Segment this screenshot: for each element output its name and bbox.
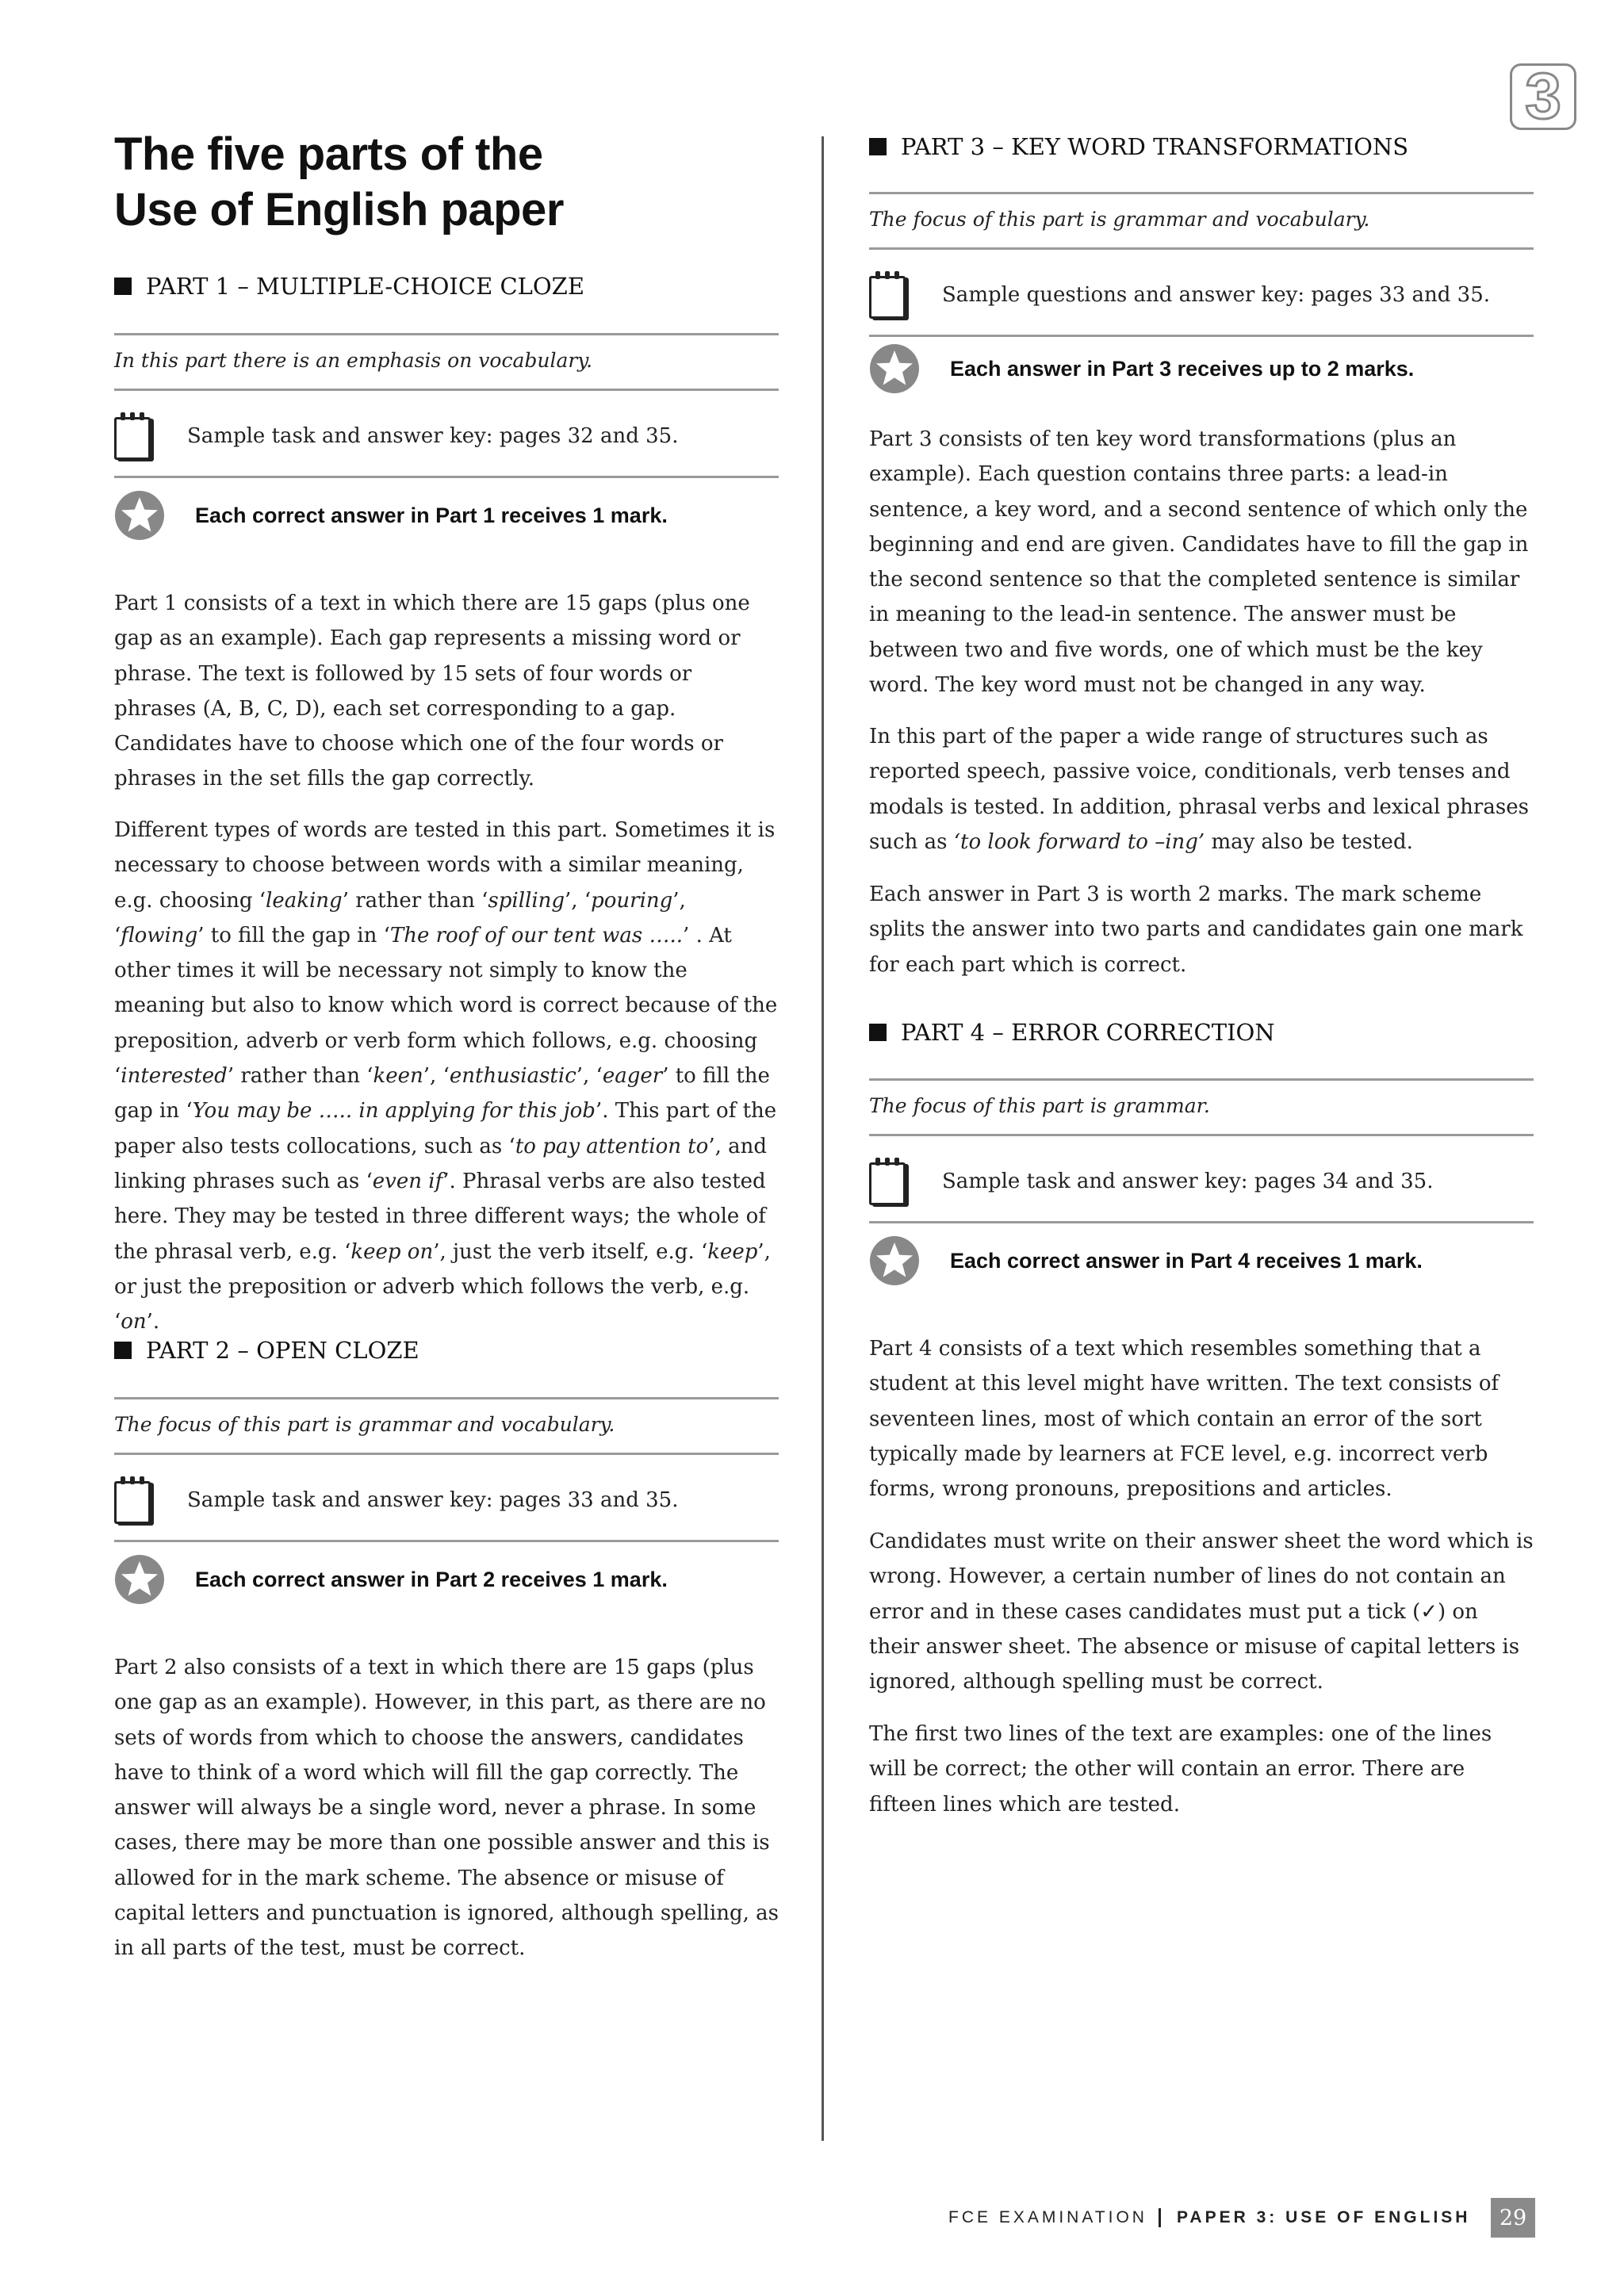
footer-paper-name: PAPER 3: USE OF ENGLISH [1176,2208,1471,2226]
part3-focus: The focus of this part is grammar and vocabulary. [869,208,1370,231]
star-badge-icon [114,1554,165,1605]
part1-sample-row [114,404,678,468]
part4-heading [869,1019,1275,1046]
part2-heading [114,1337,419,1364]
part2-paragraph-1: Part 2 also consists of a text in which there are 15 gaps (plus one gap as an example). However, in this part, as there are no sets of words from which to choose the answers, candidates have to think of a word which will fill the gap correctly. The answer will always be a single word, never a phrase. In some cases, there may be more than one possible answer and this is allowed for in the mark scheme. The absence or misuse of capital letters and punctuation is ignored, although spelling, as in all parts of the test, must be correct. [114,1656,779,1961]
page-footer [948,2198,1470,2238]
part3-sample-row [869,263,1490,327]
notebook-icon [114,1475,155,1526]
bullet-square-icon [114,1342,132,1359]
divider-rule [114,333,779,335]
footer-separator [1159,2208,1161,2227]
chapter-number-badge: 3 [1510,63,1576,130]
part2-sample-row [114,1468,678,1532]
notebook-icon [869,1156,910,1207]
part1-marks-row [114,484,668,547]
notebook-icon [869,270,910,320]
divider-rule [869,247,1534,250]
bullet-square-icon [869,1024,887,1041]
part3-marks-row [869,337,1414,400]
part1-heading-text: PART 1 – MULTIPLE-CHOICE CLOZE [146,273,584,300]
part4-paragraph-2: Candidates must write on their answer sheet the word which is wrong. However, a certain number of lines do not contain an error and in these cases candidates must put a tick (✓) on their answer sheet. The absence or misuse of capital letters is ignored, although spelling must be correct. [869,1530,1534,1694]
column-divider [822,136,824,2141]
star-badge-icon [114,490,165,541]
star-badge-icon [869,343,920,394]
part3-sample-text: Sample questions and answer key: pages 33 and 35. [942,283,1491,307]
part4-focus: The focus of this part is grammar. [869,1094,1210,1117]
divider-rule [869,1134,1534,1136]
part3-heading-text: PART 3 – KEY WORD TRANSFORMATIONS [901,133,1409,160]
part2-marks-text: Each correct answer in Part 2 receives 1 mark. [195,1567,668,1591]
part4-heading-text: PART 4 – ERROR CORRECTION [901,1019,1275,1046]
part4-marks-text: Each correct answer in Part 4 receives 1 mark. [950,1248,1423,1273]
divider-rule [869,1221,1534,1223]
part1-focus: In this part there is an emphasis on vocabulary. [114,349,593,372]
part1-sample-text: Sample task and answer key: pages 32 and 35. [187,424,679,448]
part4-marks-row [869,1229,1423,1292]
part3-marks-text: Each answer in Part 3 receives up to 2 marks. [950,356,1415,381]
part1-heading [114,273,584,300]
part2-focus: The focus of this part is grammar and vocabulary. [114,1413,615,1436]
divider-rule [114,1397,779,1399]
divider-rule [114,389,779,391]
page-number: 29 [1491,2198,1535,2238]
part2-heading-text: PART 2 – OPEN CLOZE [146,1337,419,1364]
bullet-square-icon [869,138,887,155]
part4-sample-text: Sample task and answer key: pages 34 and 35. [942,1170,1434,1193]
page-title-line-2: Use of English paper [114,184,564,235]
part4-paragraph-1: Part 4 consists of a text which resembles something that a student at this level might have written. The text consists of seventeen lines, most of which contain an error of the sort typically made by learners at FCE level, e.g. incorrect verb forms, wrong pronouns, prepositions and articles. [869,1337,1500,1502]
footer-exam-name: FCE EXAMINATION [948,2208,1147,2226]
divider-rule [114,476,779,478]
part3-heading [869,133,1408,160]
notebook-icon [114,411,155,461]
part4-paragraph-3: The first two lines of the text are examples: one of the lines will be correct; the other will contain an error. There are fifteen lines which are tested. [869,1722,1492,1817]
part4-sample-row [869,1150,1433,1213]
divider-rule [869,1078,1534,1081]
page-title-line-1: The five parts of the [114,128,543,180]
part3-paragraph-3: Each answer in Part 3 is worth 2 marks. The mark scheme splits the answer into two parts and candidates gain one mark for each part which is correct. [869,882,1523,977]
part2-marks-row [114,1548,668,1611]
divider-rule [114,1540,779,1542]
part3-paragraph-2: In this part of the paper a wide range of structures such as reported speech, passive voice, conditionals, verb tenses and modals is tested. In addition, phrasal verbs and lexical phrases such as ‘to look forward to –ing’ may also be tested. [869,725,1529,854]
part1-paragraph-1: Part 1 consists of a text in which there are 15 gaps (plus one gap as an example). Each gap represents a missing word or phrase. The text is followed by 15 sets of four words or phrases (A, B, C, D), each set corresponding to a gap. Candidates have to choose which one of the four words or phrases in the set fills the gap correctly. [114,592,750,791]
divider-rule [114,1453,779,1455]
star-badge-icon [869,1235,920,1286]
divider-rule [869,192,1534,194]
bullet-square-icon [114,278,132,295]
part1-marks-text: Each correct answer in Part 1 receives 1 mark. [195,503,668,527]
part3-paragraph-1: Part 3 consists of ten key word transformations (plus an example). Each question contains three parts: a lead-in sentence, a key word, and a second sentence of which only the beginning and end are given. Candidates have to fill the gap in the second sentence so that the completed sentence is similar in meaning to the lead-in sentence. The answer must be between two and five words, one of which must be the key word. The key word must not be changed in any way. [869,427,1529,698]
part1-paragraph-2: Different types of words are tested in this part. Sometimes it is necessary to choose between words with a similar meaning, e.g. choosing ‘leaking’ rather than ‘spilling’, ‘pouring’, ‘flowing’ to fill the gap in ‘The roof of our tent was …..’ . At other times it will be necessary not simply to know the meaning but also to know which word is correct because of the preposition, adverb or verb form which follows, e.g. choosing ‘interested’ rather than ‘keen’, ‘enthusiastic’, ‘eager’ to fill the gap in ‘You may be ….. in applying for this job’. This part of the paper also tests collocations, such as ‘to pay attention to’, and linking phrases such as ‘even if’. Phrasal verbs are also tested here. They may be tested in three different ways; the whole of the phrasal verb, e.g. ‘keep on’, just the verb itself, e.g. ‘keep’, or just the preposition or adverb which follows the verb, e.g. ‘on’. [114,818,778,1334]
page-title [114,127,564,238]
part2-sample-text: Sample task and answer key: pages 33 and 35. [187,1488,679,1512]
